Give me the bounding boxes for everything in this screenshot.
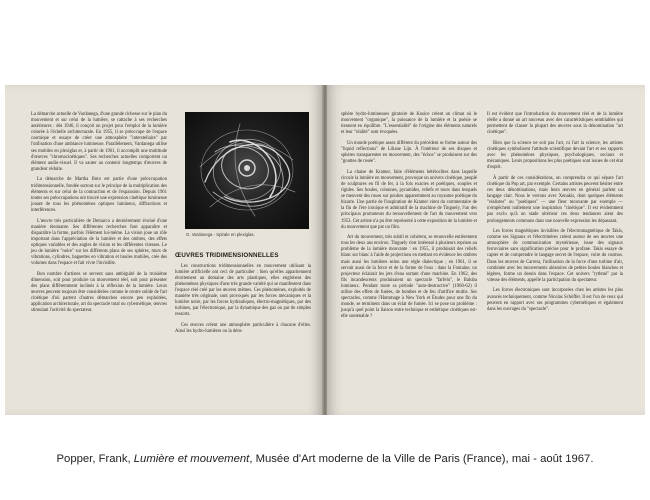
- left-page-column-1: [31, 112, 167, 319]
- paragraph: Bien que la science ne soit pas l'art, ni l'art la science, les artistes cinétiques symbolisent l'attitude scientifique devant l'art et ses rapports avec les phénomènes physiques, psychologiques, sociaux et mécaniques. Leurs propositions les plus poétiques sont issues de cet état d'esprit.: [487, 140, 623, 171]
- section-heading: ŒUVRES TRIDIMENSIONNELLES: [175, 252, 279, 259]
- citation-caption: [0, 453, 650, 465]
- paragraph: La démarche actuelle de Vardanega, d'une grande richesse sur le plan du mouvement et sur celui de la lumière, se rattache à ses recherches antérieures : dès 1946, il conçoit un projet pour l'emploi de la lumière colorée à l'échelle architecturale. En 1955, il se préoccupe de l'espace cosmique et essaye de créer une atmosphère "interstellaire" par l'utilisation d'une ambiance lumineuse. Parallèlement, Vardanega utilise ses mobiles en plexiglas et, à partir de 1961, il accomplit une multitude d'œuvres "chromocinétiques". Ses recherches actuelles comportent un élément audio-visuel. Il va sauter au contenir longtemps d'œuvres de grandeur réduite.: [31, 112, 167, 172]
- paragraph: À partir de ces considérations, on comprendra ce qui sépare l'art cinétique du Pop art, par exemple. Certains artistes peuvent hésiter entre ces deux dénominations, mais leurs œuvres en général parlent un langage clair. Nous le verrons avec Xenakis, dont quelques éléments "réalistes" ou "poétiques" — une fleur mouvante par exemple — n'empêchent nullement une inspiration "cinétique". Il est évidemment pas exclu qu'à un stade ultérieur ces deux tendances aient des prolongements communs dans une nouvelle expression les dépassant.: [487, 175, 623, 224]
- citation-prefix: Popper, Frank,: [56, 453, 134, 465]
- paragraph: sphère hydro-lumineuses giratoire de Kosice créent un climat où le mouvement "organique", la puissance de la lumière et la poésie se tiennent en équilibre. "L'essentialité" de l'origine des éléments naturels et leur "réalité" sont évoquées.: [341, 112, 477, 136]
- right-page-column-2: [487, 112, 623, 317]
- paragraph: La démarche de Martha Boto est partie d'une préoccupation tridimensionnelle, fondée surtout sur le principe de la multiplication des éléments et sur celui de la contraction et de l'expansion. Depuis 1961 toutes ses préoccupations ont trouvé une expression cinétique lumineuse jouant de tous les phénomènes optiques lumineux, diffractions et interférences.: [31, 177, 167, 213]
- paragraph: L'œuvre très particulière de Demarco a dernièrement évolué d'une manière étonnante. Ses différentes recherches font apparaître et disparaître la forme, parfois l'élément lui-même. La vision joue un rôle important dans l'appréciation de la lumière et des ombres, des effets optiques variables et des angles de vision et les différentes vitesses. Le jeu de lumière "noire" sur les différents plans de ses sphères, murs de vibrations, cylindres, baguettes en vibration et boules mobiles, crée des volumes dans l'espace et fait vivre l'invisible.: [31, 218, 167, 267]
- left-page: [5, 85, 323, 415]
- citation-title: Lumière et mouvement: [133, 453, 250, 465]
- right-page-column-1: [341, 112, 477, 325]
- paragraph: Un monde poétique assez différent du précédent se forme autour des "liquid reflections" de Liliane Lijn. À l'intérieur de ses disques et sphères transparentes en mouvement, des "échos" se produisent sur des "gouttes de rosée".: [341, 140, 477, 165]
- plexiglas-spiral-image: [185, 112, 309, 229]
- paragraph: Ces œuvres créent une atmosphère particulière à chacune d'elles. Ainsi les hydro-lumières ou la dém-: [175, 322, 311, 335]
- citation-suffix: , Musée d'Art moderne de la Ville de Paris (France), mai - août 1967.: [249, 453, 594, 465]
- paragraph: Art du mouvement, très subtil et cohérent, se renouvelle entièrement tous les deux ans environ. Tinguely s'est intéressé à plusieurs reprises au problème de la lumière mouvante : en 1955, il produisait des reliefs blanc sur blanc à l'aide de projections en mettant en évidence les ombres mais aussi les lumières selon une règle dialectique ; en 1961, il se servait aussi de la force et de la forme de l'eau : dans la Fontaine, un projecteur éclairait les jets d'eau sortant d'une machine. En 1962, des fils incandescents produisaient un spectacle "farfelu", le Baluba lumineux. Pendant toute sa période "auto-destructive" (1960-62) il utilise des effets de fusées, de bombes et de feu d'artifice multis. Ses spectacles, comme l'Hommage à New York et Études pour une fin du monde, se terminent dans un éclat de fumée. Ici se pose un problème : jusqu'à quel point la liaison entre technique et esthétique cinétiques est-elle soutenable ?: [341, 235, 477, 320]
- left-page-column-2: [175, 253, 311, 340]
- paragraph: Les forces électroniques sont incorporées chez les artistes les plus avancés techniquement, comme Nicolas Schöffer. Il est l'un de ceux qui peuvent en rapport avec ses programmes cybernétiques et également dans les ouvrages du "spectacle".: [487, 288, 623, 312]
- paragraph: Les forces magnétiques invisibles de l'électromagnétique de Takis, comme ses Signaux et l'électrimères créent autour de ses œuvres une atmosphère de communication mystérieuse, issue des signaux ferroviaires sans signification précise pour le profane. Takis essaye de capter et de comprendre le langage secret de l'espace, voire du cosmos. Dans les œuvres de Carrera, l'utilisation de la force d'une turbine d'air, combinée avec les mouvements aléatoires de petites boules blanches et légères, forme un dessin dans l'espace. Cet univers "rythmé" par la vitesse des éléments, appelle la participation du spectateur.: [487, 229, 623, 283]
- artwork-photo: [185, 112, 309, 229]
- paragraph: Il est évident que l'introduction du mouvement réel et de la lumière réelle a donné un art nouveau avec des caractéristiques semblables qui permettent de classer la plupart des œuvres sous la dénomination "art cinétique".: [487, 112, 623, 136]
- photo-caption: G. Vardanega - Spirale en plexiglas.: [186, 232, 255, 237]
- paragraph: La chaise de Kramer, faite d'éléments hétéroclites dans laquelle circule la lumière en mouvement, provoque un univers cinétique, peuplé de sculptures en fil de fer, à la fois exactes et poétiques, souples et rigides. Ses boules, colonnes, pyramides, reliefs et tours dans lesquels se meuvent des roues sur poulies apparemment au royaume poétique du bizarre. Une partie de l'inspiration de Kramer vient du commentaire de la fin de l'ère ironique et admiratif de la machine de Tinguely, l'un des principaux promoteurs du renouvellement de l'art du mouvement vers 1953. Cet artiste n'a pu être représenté à cette exposition de la lumière et du mouvement que par un film.: [341, 169, 477, 230]
- paragraph: Les constructions tridimensionnelles en mouvement utilisant la lumière artificielle ont ceci de particulier : bien qu'elles appartiennent étroitement au domaine des arts plastiques, elles englobent des phénomènes physiques d'une très grande variété qui se manifestent dans l'espace réel créé par les œuvres mêmes. Ces phénomènes, exploités de manière très originale, sont provoqués par les forces mécaniques et la lumière noire, par les forces hydrauliques, électro-magnétiques, par des turbines, par l'électronique, par la dynamique des gaz ou par de simples ressorts.: [175, 263, 311, 318]
- right-page: [327, 85, 645, 415]
- paragraph: Bon nombre d'artistes se servent sans ambiguïté de la troisième dimension, soit pour produire un mouvement réel, soit pour présenter des plans différemment inclinés à la réflexion de la lumière. Leurs œuvres peuvent toujours être considérées comme le centre solide de l'art cinétique d'où partent d'autres démarches encore peu exploitées, application architecturale, art du spectacle total ou cybernétique, œuvres stimulant l'activité du spectateur.: [31, 271, 167, 314]
- book-spread: [5, 85, 645, 415]
